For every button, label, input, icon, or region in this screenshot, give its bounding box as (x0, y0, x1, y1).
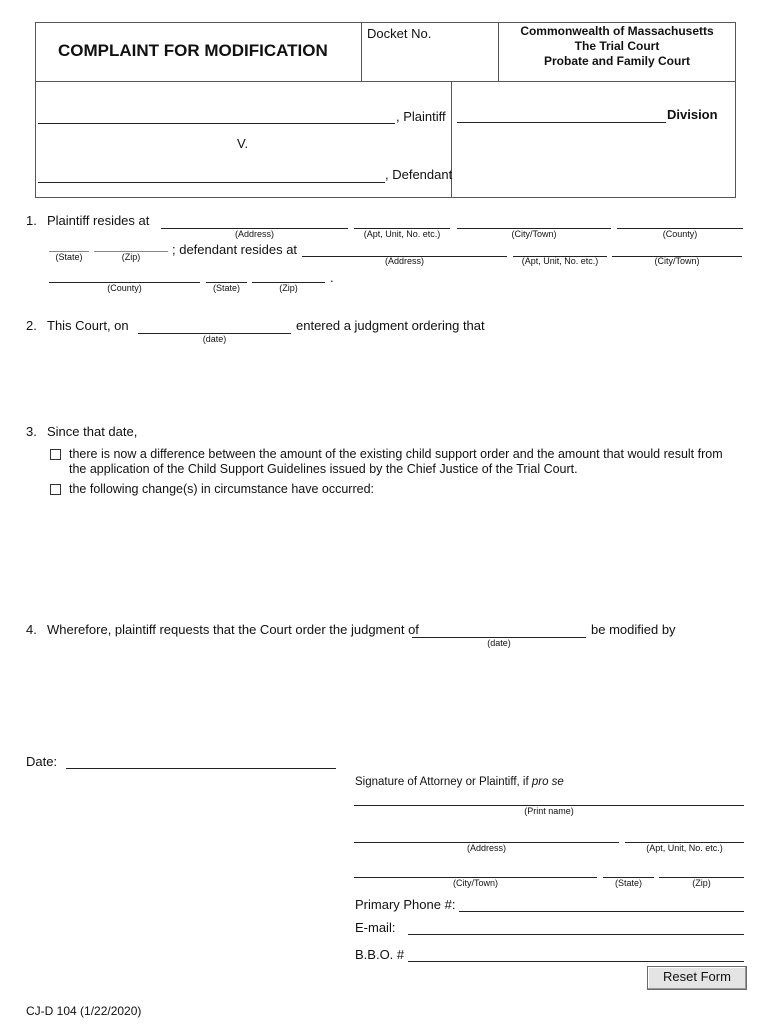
sig-city-caption: (City/Town) (452, 878, 498, 888)
versus-label: V. (237, 136, 249, 151)
option2-text: the following change(s) in circumstance have occurred: (69, 482, 375, 496)
option1-line1: there is now a difference between the amount of the existing child support order and the amount that would result from (69, 447, 723, 461)
defendant-city-caption: (City/Town) (654, 256, 700, 266)
judgment-order-area[interactable] (47, 348, 737, 418)
modify-date-caption: (date) (487, 638, 511, 648)
option1-line2: the application of the Child Support Guidelines issued by the Chief Justice of the Trial Court. (69, 462, 578, 476)
phone-label: Primary Phone #: (355, 897, 456, 912)
item2-text: This Court, on (47, 318, 129, 333)
court-line-1: Commonwealth of Massachusetts (520, 24, 714, 38)
defendant-resides-text: ; defendant resides at (172, 242, 298, 257)
change-circumstance-checkbox[interactable] (50, 484, 61, 495)
item4-number: 4. (26, 622, 37, 637)
item4-after-text: be modified by (591, 622, 676, 637)
item1-period: . (330, 270, 334, 285)
sig-state-caption: (State) (614, 878, 642, 888)
plaintiff-address-caption: (Address) (234, 229, 274, 239)
defendant-state-caption: (State) (212, 283, 240, 293)
print-name-caption: (Print name) (524, 806, 574, 816)
circumstances-area[interactable] (69, 500, 737, 610)
bbo-line[interactable] (408, 961, 744, 962)
modification-area[interactable] (47, 652, 737, 742)
defendant-line[interactable] (38, 182, 385, 183)
signature-label-text: Signature of Attorney or Plaintiff, if (355, 776, 532, 788)
phone-line[interactable] (459, 911, 744, 912)
item3-number: 3. (26, 424, 37, 439)
item2-after-text: entered a judgment ordering that (296, 318, 485, 333)
sig-address-caption: (Address) (466, 843, 506, 853)
plaintiff-city-caption: (City/Town) (511, 229, 557, 239)
item2-number: 2. (26, 318, 37, 333)
plaintiff-state-caption: (State) (55, 252, 83, 262)
plaintiff-county-caption: (County) (662, 229, 698, 239)
division-line[interactable] (457, 122, 666, 123)
defendant-zip-caption: (Zip) (279, 283, 298, 293)
page-title: COMPLAINT FOR MODIFICATION (58, 41, 328, 60)
sig-apt-caption: (Apt, Unit, No. etc.) (646, 843, 723, 853)
guidelines-difference-checkbox[interactable] (50, 449, 61, 460)
sig-zip-caption: (Zip) (692, 878, 711, 888)
docket-input[interactable] (364, 44, 496, 78)
division-label: Division (667, 107, 718, 122)
plaintiff-zip-caption: (Zip) (121, 252, 141, 262)
date-line[interactable] (66, 768, 336, 769)
signature-label (355, 776, 564, 788)
form-id: CJ-D 104 (1/22/2020) (26, 1004, 142, 1018)
item1-number: 1. (26, 213, 37, 228)
item3-text: Since that date, (47, 424, 138, 439)
email-label: E-mail: (355, 920, 396, 935)
signature-label-italic: pro se (531, 776, 564, 788)
date-label: Date: (26, 754, 58, 769)
court-line-3: Probate and Family Court (543, 54, 691, 68)
court-line-2: The Trial Court (574, 39, 660, 53)
defendant-address-caption: (Address) (384, 256, 424, 266)
reset-form-button[interactable]: Reset Form (647, 966, 747, 990)
docket-label: Docket No. (367, 26, 432, 41)
item4-text: Wherefore, plaintiff requests that the Court order the judgment of (47, 622, 419, 637)
judgment-date-caption: (date) (202, 334, 227, 344)
plaintiff-line[interactable] (38, 123, 395, 124)
plaintiff-label: , Plaintiff (396, 109, 446, 124)
defendant-label: , Defendant (385, 167, 453, 182)
defendant-county-caption: (County) (107, 283, 142, 293)
plaintiff-apt-caption: (Apt, Unit, No. etc.) (363, 229, 441, 239)
item1-text: Plaintiff resides at (47, 213, 150, 228)
court-name (498, 24, 736, 69)
bbo-label: B.B.O. # (355, 947, 405, 962)
email-line[interactable] (408, 934, 744, 935)
defendant-apt-caption: (Apt, Unit, No. etc.) (521, 256, 599, 266)
